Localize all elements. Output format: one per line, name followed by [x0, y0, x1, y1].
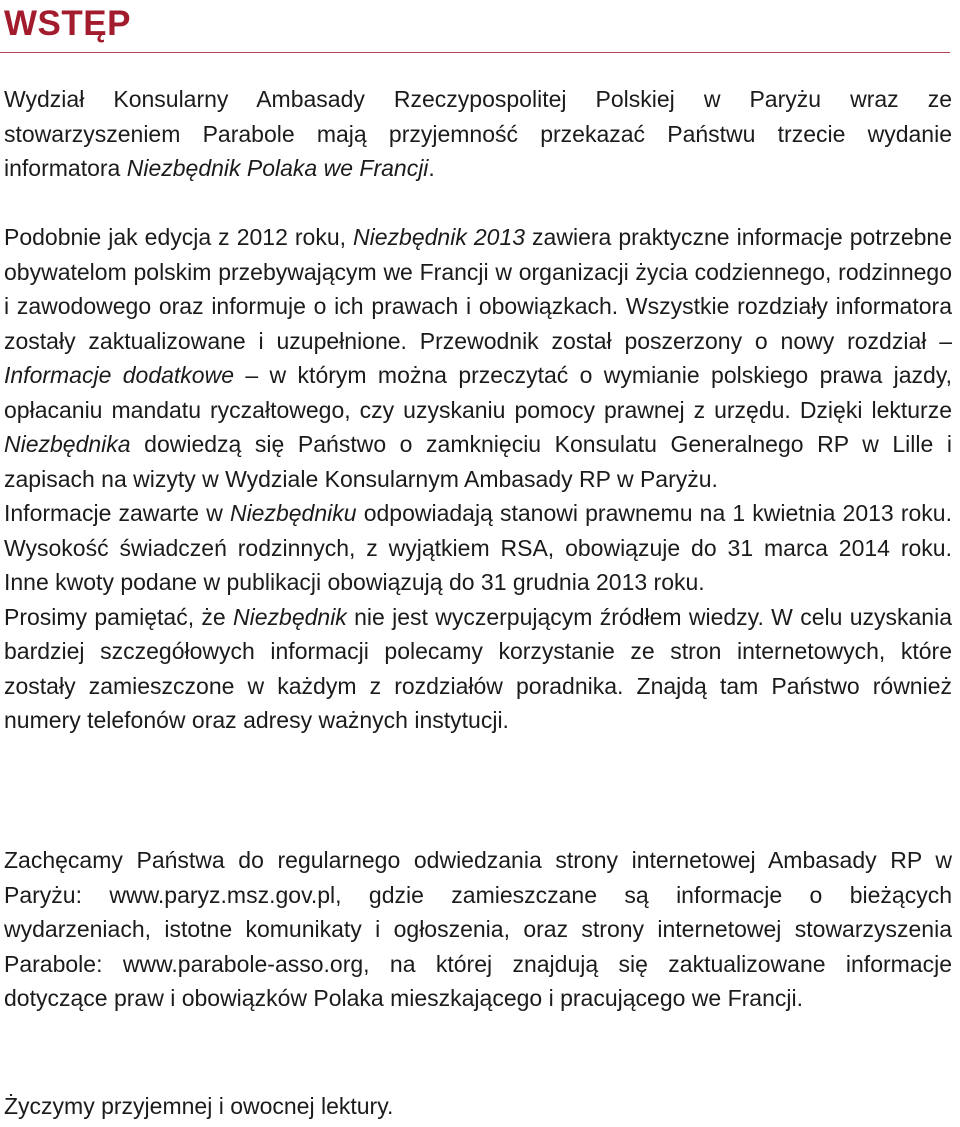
text-segment: zawiera praktyczne informacje potrzebne obywatelom polskim przebywającym we Francji w organizacji życia codziennego, rodzinnego i zawodowego oraz informuje o ich prawach i obowiązkach. Wszystkie rozdziały informatora zostały zaktualizowane i uzupełnione. Przewodnik został poszerzony o nowy rozdział –: [4, 224, 952, 354]
page-title: WSTĘP: [4, 4, 131, 43]
intro-paragraph: [4, 82, 952, 186]
publication-title: Niezbędnik Polaka we Francji: [126, 155, 429, 181]
text-segment: Informacje zawarte w: [4, 500, 230, 526]
text-segment: Podobnie jak edycja z 2012 roku,: [4, 224, 354, 250]
title-divider: [0, 52, 950, 53]
publication-title: Niezbędnik 2013: [353, 224, 526, 250]
text-segment: nie jest wyczerpującym źródłem wiedzy. W celu uzyskania bardziej szczegółowych informacji polecamy korzystanie ze stron internetowych, które zostały zamieszczone w każdym z rozdziałów poradnika. Znajdą tam Państwo również numery telefonów oraz adresy ważnych instytucji.: [4, 603, 952, 733]
publication-title: Niezbędniku: [229, 500, 357, 526]
text-segment: Prosimy pamiętać, że: [4, 603, 234, 630]
text-segment: dowiedzą się Państwo o zamknięciu Konsulatu Generalnego RP w Lille i zapisach na wizyty w Wydziale Konsularnym Ambasady RP w Paryżu.: [4, 431, 952, 492]
closing-line: Życzymy przyjemnej i owocnej lektury.: [4, 1093, 394, 1119]
text-segment: odpowiadają stanowi prawnemu na 1 kwietnia 2013 roku. Wysokość świadczeń rodzinnych, z wyjątkiem RSA, obowiązuje do 31 marca 2014 roku. Inne kwoty podane w publikacji obowiązują do 31 grudnia 2013 roku.: [4, 500, 952, 595]
content-paragraph: [4, 220, 952, 738]
chapter-title: Informacje dodatkowe: [4, 362, 235, 388]
publication-title: Niezbędnik: [233, 603, 347, 630]
intro-text: Wydział Konsularny Ambasady Rzeczypospolitej Polskiej w Paryżu wraz ze stowarzyszeniem Parabole mają przyjemność przekazać Państwu trzecie wydanie informatora: [4, 86, 952, 181]
publication-title: Niezbędnika: [4, 431, 131, 457]
websites-paragraph: Zachęcamy Państwa do regularnego odwiedzania strony internetowej Ambasady RP w Paryżu: www.paryz.msz.gov.pl, gdzie zamieszczane są informacje o bieżących wydarzeniach, istotne komunikaty i ogłoszenia, oraz strony internetowej stowarzyszenia Parabole: www.parabole-asso.org, na której znajdują się zaktualizowane informacje dotyczące praw i obowiązków Polaka mieszkającego i pracującego we Francji.: [4, 847, 952, 1011]
intro-end: .: [428, 155, 435, 181]
text-segment: – w którym można przeczytać o wymianie polskiego prawa jazdy, opłacaniu mandatu ryczałtowego, czy uzyskaniu pomocy prawnej z urzędu. Dzięki lekturze: [4, 362, 952, 423]
